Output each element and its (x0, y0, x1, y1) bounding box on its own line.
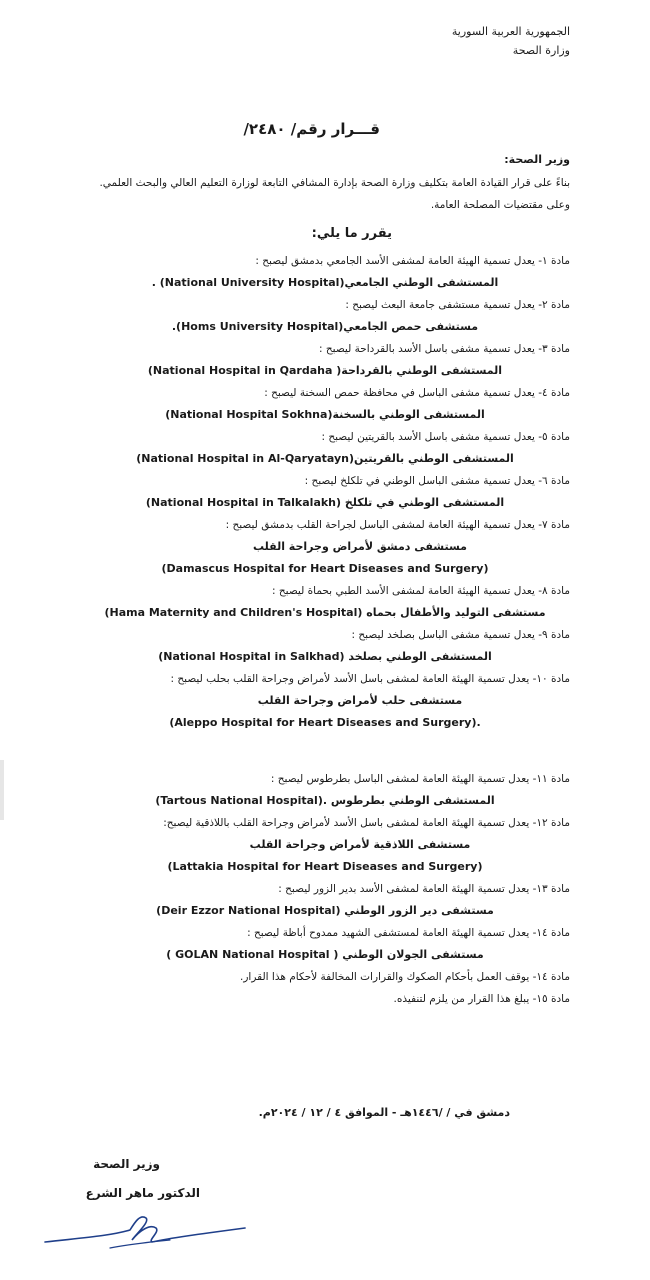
article-text: مادة ١٣- يعدل تسمية الهيئة العامة لمشفى الأسد بدير الزور ليصبح : (278, 883, 570, 895)
new-hospital-name-arabic: مستشفى حلب لأمراض وجراحة القلب (257, 694, 463, 707)
article-text: مادة ٤- يعدل تسمية مشفى الباسل في محافظة حمص السخنة ليصبح : (264, 387, 570, 399)
new-hospital-name: المستشفى الوطني بالقرداحة( National Hospital in Qardaha) (147, 364, 503, 377)
new-hospital-name: مستشفى حمص الجامعي(Homs University Hospital). (171, 320, 479, 333)
article-3 (0, 338, 650, 382)
new-hospital-name-english: (Aleppo Hospital for Heart Diseases and Surgery). (169, 716, 481, 729)
country-name: الجمهورية العربية السورية (451, 25, 570, 38)
new-hospital-name: المستشفى الوطني بالسخنة(National Hospital Sokhna) (165, 408, 485, 421)
article-text: مادة ١١- يعدل تسمية الهيئة العامة لمشفى الباسل بطرطوس ليصبح : (270, 773, 570, 785)
article-repeal: مادة ١٤- يوقف العمل بأحكام الصكوك والقرارات المخالفة لأحكام هذا القرار. (240, 971, 570, 983)
article-10 (0, 668, 650, 734)
new-hospital-name: مستشفى التوليد والأطفال بحماه (Hama Maternity and Children's Hospital) (104, 606, 546, 619)
ministry-name: وزارة الصحة (512, 44, 570, 57)
article-14 (0, 922, 650, 966)
article-9 (0, 624, 650, 668)
new-hospital-name: المستشفى الوطني بالقريتين(National Hospital in Al-Qaryatayn) (136, 452, 514, 465)
new-hospital-name-english: (Damascus Hospital for Heart Diseases and Surgery) (161, 562, 489, 575)
new-hospital-name-arabic: مستشفى اللاذقية لأمراض وجراحة القلب (249, 838, 471, 851)
article-8 (0, 580, 650, 624)
preamble-line: وعلى مقتضيات المصلحة العامة. (430, 199, 570, 211)
article-text: مادة ٦- يعدل تسمية مشفى الباسل الوطني في تلكلخ ليصبح : (304, 475, 570, 487)
article-notification: مادة ١٥- يبلغ هذا القرار من يلزم لتنفيذه. (393, 993, 570, 1005)
article-text: مادة ٧- يعدل تسمية الهيئة العامة لمشفى الباسل لجراحة القلب بدمشق ليصبح : (225, 519, 570, 531)
article-5 (0, 426, 650, 470)
new-hospital-name-english: (Lattakia Hospital for Heart Diseases and Surgery) (167, 860, 483, 873)
article-text: مادة ٢- يعدل تسمية مستشفى جامعة البعث ليصبح : (345, 299, 570, 311)
decision-number: قـــرار رقم/ ٢٤٨٠/ (243, 120, 380, 138)
article-2 (0, 294, 650, 338)
article-11 (0, 768, 650, 812)
article-text: مادة ٣- يعدل تسمية مشفى باسل الأسد بالقرداحة ليصبح : (319, 343, 570, 355)
article-7 (0, 514, 650, 580)
issuer-title: وزير الصحة: (504, 153, 570, 166)
scan-edge (0, 760, 4, 820)
new-hospital-name: مستشفى دير الزور الوطني (Deir Ezzor National Hospital) (156, 904, 494, 917)
article-text: مادة ١٠- يعدل تسمية الهيئة العامة لمشفى باسل الأسد لأمراض وجراحة القلب بحلب ليصبح : (170, 673, 570, 685)
preamble-line: بناءً على قرار القيادة العامة بتكليف وزارة الصحة بإدارة المشافي التابعة لوزارة التعليم العالي والبحث العلمي. (99, 177, 570, 189)
signatory-title: وزير الصحة (93, 1157, 160, 1171)
articles-list (0, 250, 650, 1010)
preamble (50, 172, 570, 216)
new-hospital-name: المستشفى الوطني بطرطوس .(Tartous National Hospital) (155, 794, 495, 807)
new-hospital-name: مستشفى الجولان الوطني ( GOLAN National Hospital ) (166, 948, 484, 961)
article-text: مادة ٥- يعدل تسمية مشفى باسل الأسد بالقريتين ليصبح : (321, 431, 570, 443)
handwritten-signature (40, 1200, 260, 1260)
article-12 (0, 812, 650, 878)
article-1 (0, 250, 650, 294)
article-text: مادة ٩- يعدل تسمية مشفى الباسل بصلخد ليصبح : (351, 629, 570, 641)
article-13 (0, 878, 650, 922)
letterhead (452, 22, 570, 60)
article-4 (0, 382, 650, 426)
page-break-gap (0, 734, 650, 768)
article-6 (0, 470, 650, 514)
new-hospital-name: المستشفى الوطني الجامعي(National University Hospital) . (151, 276, 499, 289)
new-hospital-name: المستشفى الوطني في تلكلخ (National Hospital in Talkalakh) (145, 496, 505, 509)
signatory-name: الدكتور ماهر الشرع (85, 1186, 200, 1200)
new-hospital-name-arabic: مستشفى دمشق لأمراض وجراحة القلب (253, 540, 467, 553)
new-hospital-name: المستشفى الوطني بصلخد (National Hospital in Salkhad) (158, 650, 492, 663)
article-text: مادة ٨- يعدل تسمية الهيئة العامة لمشفى الأسد الطبي بحماة ليصبح : (272, 585, 570, 597)
decides-heading: يقرر ما يلي: (311, 226, 392, 241)
article-text: مادة ١٢- يعدل تسمية الهيئة العامة لمشفى باسل الأسد لأمراض وجراحة القلب باللاذقية ليصبح: (163, 817, 570, 829)
date-line: دمشق في / /١٤٤٦هـ - الموافق ٤ / ١٢ / ٢٠٢٤م. (258, 1106, 510, 1119)
article-text: مادة ١- يعدل تسمية الهيئة العامة لمشفى الأسد الجامعي بدمشق ليصبح : (255, 255, 570, 267)
article-text: مادة ١٤- يعدل تسمية الهيئة العامة لمستشفى الشهيد ممدوح أباظة ليصبح : (247, 927, 570, 939)
